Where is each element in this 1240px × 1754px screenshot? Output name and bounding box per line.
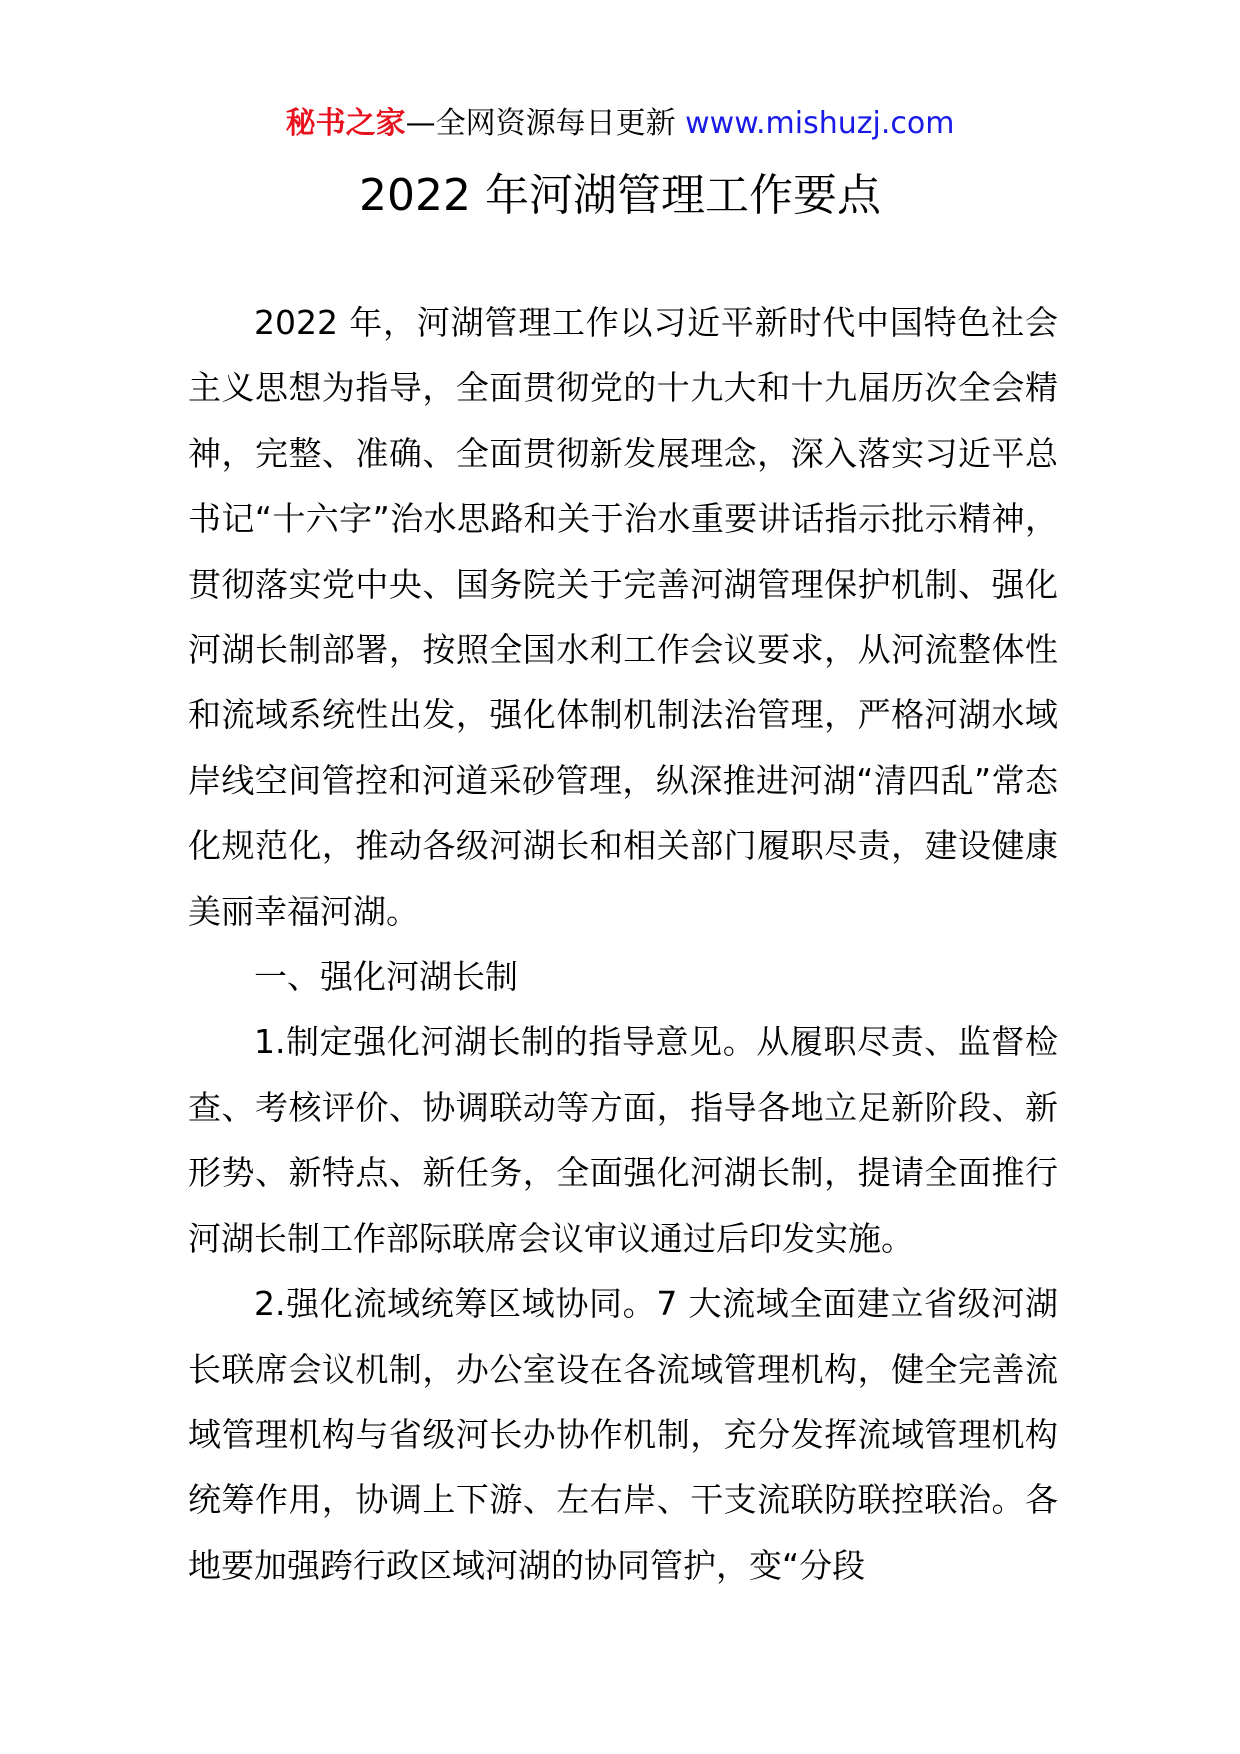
site-url-link[interactable]: www.mishuzj.com [685,106,955,141]
item-paragraph-2: 2.强化流域统筹区域协同。7 大流域全面建立省级河湖长联席会议机制，办公室设在各流域管理机构，健全完善流域管理机构与省级河长办协作机制，充分发挥流域管理机构统筹作用，协调上下游、左右岸、干支流联防联控联治。各地要加强跨行政区域河湖的协同管护，变“分段 [188,1284,1058,1585]
document-title: 2022 年河湖管理工作要点 [359,170,881,221]
item-paragraph-1: 1.制定强化河湖长制的指导意见。从履职尽责、监督检查、考核评价、协调联动等方面，指导各地立足新阶段、新形势、新特点、新任务，全面强化河湖长制，提请全面推行河湖长制工作部际联席会议审议通过后印发实施。 [188,1022,1058,1258]
site-header [0,102,1240,146]
brand-name: 秘书之家 [285,106,406,141]
document-body [188,290,1058,1598]
site-slogan: —全网资源每日更新 [405,106,676,141]
section-heading-1: 一、强化河湖长制 [254,957,518,997]
intro-paragraph: 2022 年，河湖管理工作以习近平新时代中国特色社会主义思想为指导，全面贯彻党的十九大和十九届历次全会精神，完整、准确、全面贯彻新发展理念，深入落实习近平总书记“十六字”治水思路和关于治水重要讲话指示批示精神，贯彻落实党中央、国务院关于完善河湖管理保护机制、强化河湖长制部署，按照全国水利工作会议要求，从河流整体性和流域系统性出发，强化体制机制法治管理，严格河湖水域岸线空间管控和河道采砂管理，纵深推进河湖“清四乱”常态化规范化，推动各级河湖长和相关部门履职尽责，建设健康美丽幸福河湖。 [188,303,1058,931]
